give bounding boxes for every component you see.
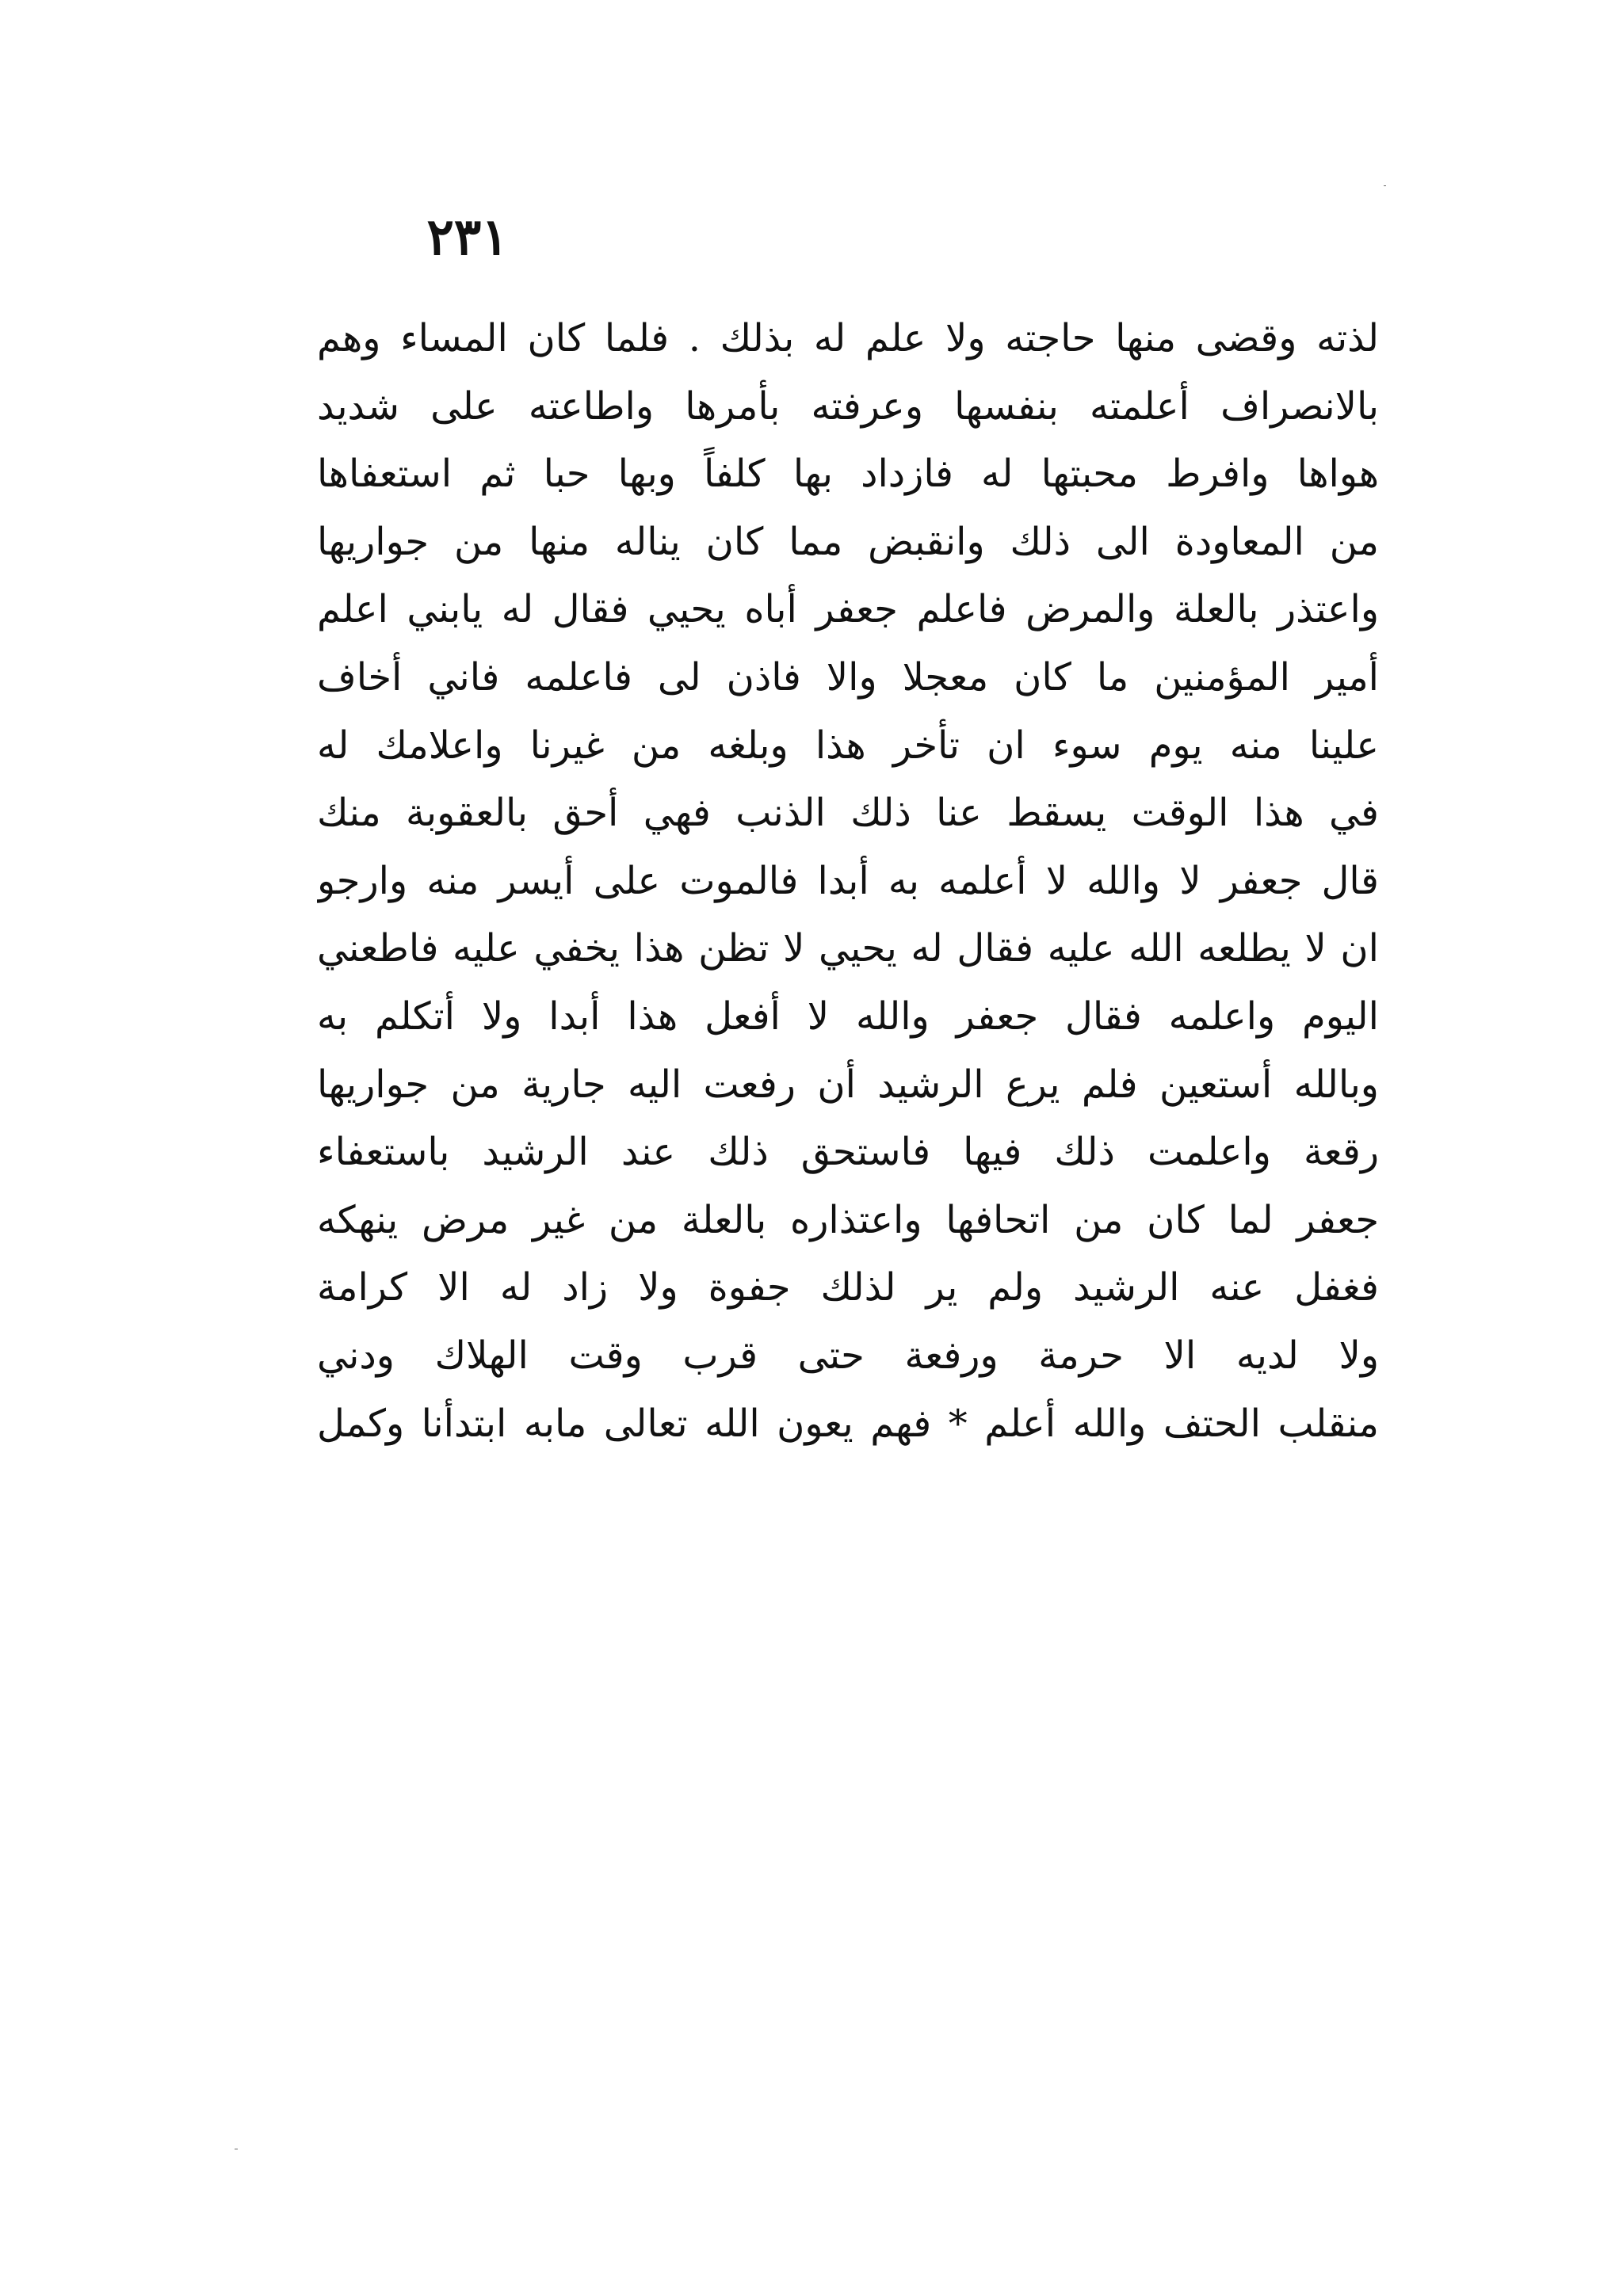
- page-number: ٢٣١: [426, 208, 509, 267]
- scan-mark-top: [1384, 185, 1386, 186]
- text-line: علينا منه يوم سوء ان تأخر هذا وبلغه من غيرنا واعلامك له: [317, 723, 1379, 768]
- text-line: واعتذر بالعلة والمرض فاعلم جعفر أباه يحيي فقال له يابني اعلم: [317, 587, 1379, 632]
- text-line: من المعاودة الى ذلك وانقبض مما كان يناله منها من جواريها: [317, 519, 1379, 564]
- text-line: ان لا يطلعه الله عليه فقال له يحيي لا تظن هذا يخفي عليه فاطعني: [317, 926, 1379, 971]
- text-line: وبالله أستعين فلم يرع الرشيد أن رفعت اليه جارية من جواريها: [317, 1062, 1379, 1107]
- text-line: أمير المؤمنين ما كان معجلا والا فاذن لى فاعلمه فاني أخاف: [317, 654, 1379, 700]
- text-line: جعفر لما كان من اتحافها واعتذاره بالعلة من غير مرض ينهكه: [317, 1197, 1379, 1242]
- text-line: هواها وافرط محبتها له فازداد بها كلفاً وبها حبا ثم استعفاها: [317, 452, 1379, 497]
- text-line: بالانصراف أعلمته بنفسها وعرفته بأمرها واطاعته على شديد: [317, 383, 1379, 429]
- text-line: رقعة واعلمت ذلك فيها فاستحق ذلك عند الرشيد باستعفاء: [317, 1130, 1379, 1175]
- text-line: منقلب الحتف والله أعلم * فهم يعون الله تعالى مابه ابتدأنا وكمل: [317, 1401, 1379, 1446]
- text-line: اليوم واعلمه فقال جعفر والله لا أفعل هذا أبدا ولا أتكلم به: [317, 994, 1379, 1039]
- text-line: قال جعفر لا والله لا أعلمه به أبدا فالموت على أيسر منه وارجو: [317, 858, 1379, 903]
- text-line: في هذا الوقت يسقط عنا ذلك الذنب فهي أحق بالعقوبة منك: [317, 791, 1379, 836]
- text-line: فغفل عنه الرشيد ولم ير لذلك جفوة ولا زاد له الا كرامة: [317, 1265, 1379, 1310]
- body-text: [317, 305, 1379, 1458]
- text-line: لذته وقضى منها حاجته ولا علم له بذلك . فلما كان المساء وهم: [317, 316, 1379, 360]
- text-line: ولا لديه الا حرمة ورفعة حتى قرب وقت الهلاك ودني: [317, 1333, 1379, 1378]
